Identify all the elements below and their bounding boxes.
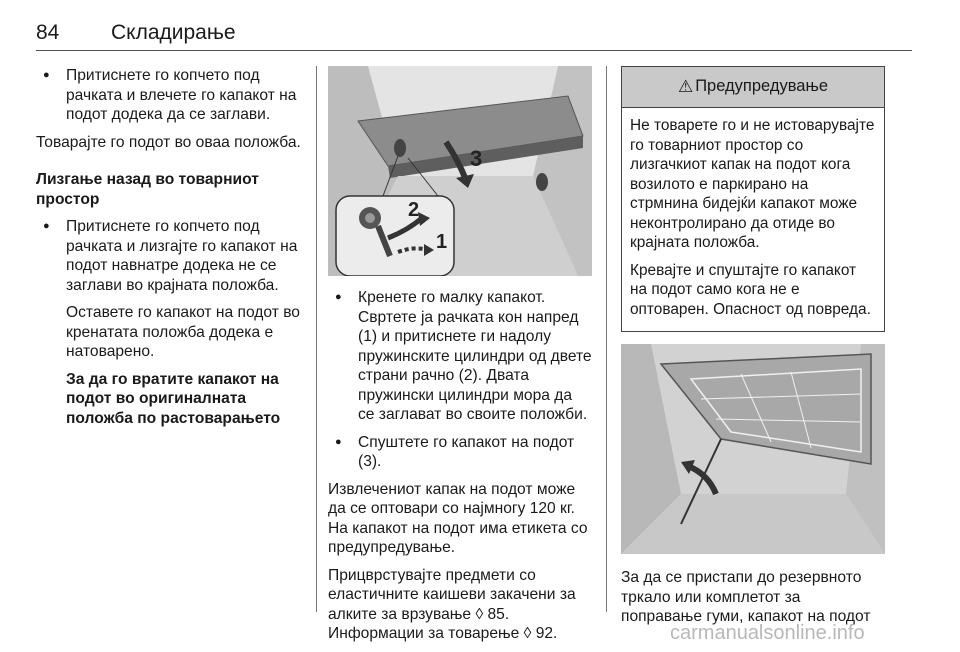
warning-triangle-icon: ⚠ xyxy=(677,77,694,97)
figure-label-3: 3 xyxy=(470,146,483,171)
sliding-back-heading: Лизгање назад во товарниот простор xyxy=(36,171,259,208)
warning-box xyxy=(621,66,885,332)
column-right xyxy=(621,66,885,635)
column-middle xyxy=(328,66,592,652)
warning-header xyxy=(622,67,884,108)
bullet-lift-cover: ● Кренете го малку капакот. Свртете ја рачката кон напред (1) и притиснете ги надолу пружинските цилиндри од двете страни рачно (2). Двата пружински цилиндри мора да се заглават во своите положби. xyxy=(328,288,592,425)
load-floor-paragraph: Товарајте го подот во оваа положба. xyxy=(36,133,301,151)
bullet-lower-cover: ● Спуштете го капакот на подот (3). xyxy=(328,433,592,472)
leave-raised-paragraph: Оставете го капакот на подот во кренатата положба додека е натоварено. xyxy=(66,304,300,360)
warning-body xyxy=(622,108,884,331)
page-header xyxy=(36,18,912,54)
page-number: 84 xyxy=(36,21,60,44)
floor-cover-illustration xyxy=(328,66,592,276)
bullet-press-button-pull: ● Притиснете го копчето под рачката и влечете го капакот на подот додека да се заглави. xyxy=(36,66,304,125)
warning-title: Предупредување xyxy=(695,77,829,96)
watermark: carmanualsonline.info xyxy=(670,622,865,644)
column-divider-2 xyxy=(606,66,607,612)
figure-label-2: 2 xyxy=(408,199,420,221)
max-load-paragraph: Извлечениот капак на подот може да се оптовари со најмногу 120 кг. На капакот на подот има етикета со предупредување. xyxy=(328,480,588,556)
column-divider-1 xyxy=(316,66,317,612)
warning-paragraph-2: Кревајте и спуштајте го капакот на подот само кога не е оптоварен. Опасност од повреда. xyxy=(630,261,871,318)
column-left xyxy=(36,66,304,436)
return-original-heading: За да го вратите капакот на подот во оригиналната положба по растоварањето xyxy=(66,370,281,427)
fasten-items-paragraph: Прицврстувајте предмети со еластичните каишеви закачени за алките за врзување ◊ 85. Информации за товарење ◊ 92. xyxy=(328,566,576,642)
header-rule xyxy=(36,50,912,51)
bullet-press-button-slide: ● Притиснете го копчето под рачката и лизгајте го капакот на подот навнатре додека не се заглави во крајната положба. xyxy=(36,217,304,295)
section-title: Складирање xyxy=(111,21,236,44)
warning-paragraph-1: Не товарете го и не истоварувајте го товарниот простор со лизгачкиот капак на подот кога возилото е паркирано на стрмнина бидејќи капакот може неконтролирано да отиде во крајната положба. xyxy=(630,117,875,251)
figure-label-1: 1 xyxy=(436,231,448,253)
spare-wheel-paragraph: За да се пристапи до резервното тркало или комплетот за поправање гуми, капакот на подот xyxy=(621,569,871,625)
floor-cover-raised-illustration xyxy=(621,344,885,554)
